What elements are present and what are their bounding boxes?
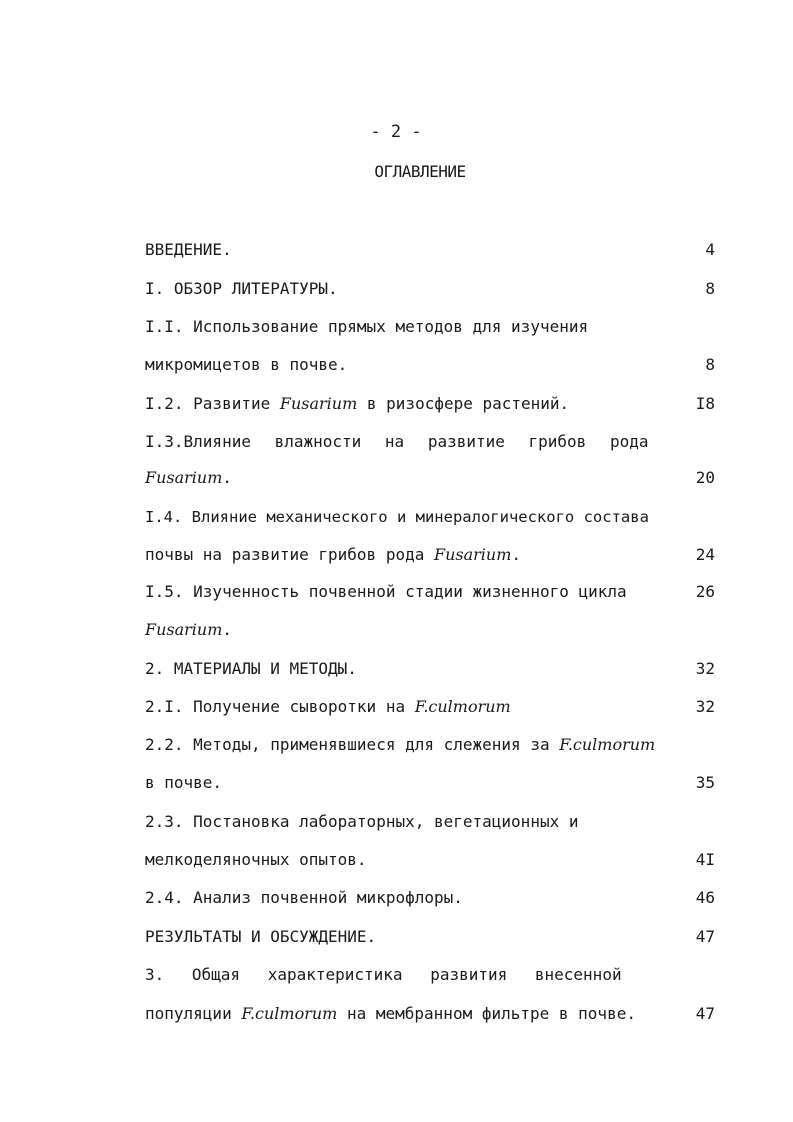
- toc-entry-1-1-cont: микромицетов в почве.: [145, 355, 348, 374]
- toc-page-number: 32: [695, 659, 715, 678]
- toc-title: ОГЛАВЛЕНИЕ: [374, 162, 466, 181]
- toc-page-number: 47: [695, 1004, 715, 1023]
- toc-page-number: 8: [705, 355, 715, 374]
- toc-entry-1-3-cont: Fusarium.: [145, 468, 233, 487]
- toc-page-number: 4I: [695, 850, 715, 869]
- toc-page-number: 35: [695, 773, 715, 792]
- page-number: - 2 -: [370, 122, 422, 142]
- toc-entry-1-1: I.I. Использование прямых методов для изучения: [145, 317, 589, 336]
- toc-entry-3-cont: популяции F.culmorum на мембранном фильтре в почве.: [145, 1004, 636, 1023]
- toc-page-number: 8: [705, 279, 715, 298]
- toc-page-number: I8: [695, 394, 715, 413]
- toc-page-number: 4: [705, 240, 715, 259]
- toc-entry-introduction: ВВЕДЕНИЕ.: [145, 240, 232, 259]
- toc-page-number: 32: [695, 697, 715, 716]
- toc-entry-3: 3. Общая характеристика развития внесенной: [145, 965, 622, 984]
- toc-entry-materials-methods: 2. МАТЕРИАЛЫ И МЕТОДЫ.: [145, 659, 357, 678]
- toc-entry-2-1: 2.I. Получение сыворотки на F.culmorum: [145, 697, 511, 716]
- toc-entry-2-2: 2.2. Методы, применявшиеся для слежения за F.culmorum: [145, 735, 656, 754]
- toc-entry-2-2-cont: в почве.: [145, 773, 223, 792]
- toc-entry-literature-review: I. ОБЗОР ЛИТЕРАТУРЫ.: [145, 279, 338, 298]
- toc-entry-2-4: 2.4. Анализ почвенной микрофлоры.: [145, 888, 463, 907]
- toc-page-number: 24: [695, 545, 715, 564]
- toc-entry-2-3-cont: мелкоделяночных опытов.: [145, 850, 367, 869]
- toc-page-number: 47: [695, 927, 715, 946]
- toc-entry-1-4-cont: почвы на развитие грибов рода Fusarium.: [145, 545, 522, 564]
- toc-page-number: 20: [695, 468, 715, 487]
- toc-entry-2-3: 2.3. Постановка лабораторных, вегетационных и: [145, 812, 579, 831]
- toc-entry-results: РЕЗУЛЬТАТЫ И ОБСУЖДЕНИЕ.: [145, 927, 377, 946]
- toc-page-number: 26: [695, 582, 715, 601]
- toc-entry-1-2: I.2. Развитие Fusarium в ризосфере растений.: [145, 394, 570, 413]
- toc-entry-1-3: I.3.Влияние влажности на развитие грибов рода: [145, 432, 649, 451]
- toc-entry-1-5: I.5. Изученность почвенной стадии жизненного цикла: [145, 582, 627, 601]
- toc-entry-1-5-cont: Fusarium.: [145, 620, 233, 639]
- toc-page-number: 46: [695, 888, 715, 907]
- toc-entry-1-4: I.4. Влияние механического и минералогического состава: [145, 508, 649, 526]
